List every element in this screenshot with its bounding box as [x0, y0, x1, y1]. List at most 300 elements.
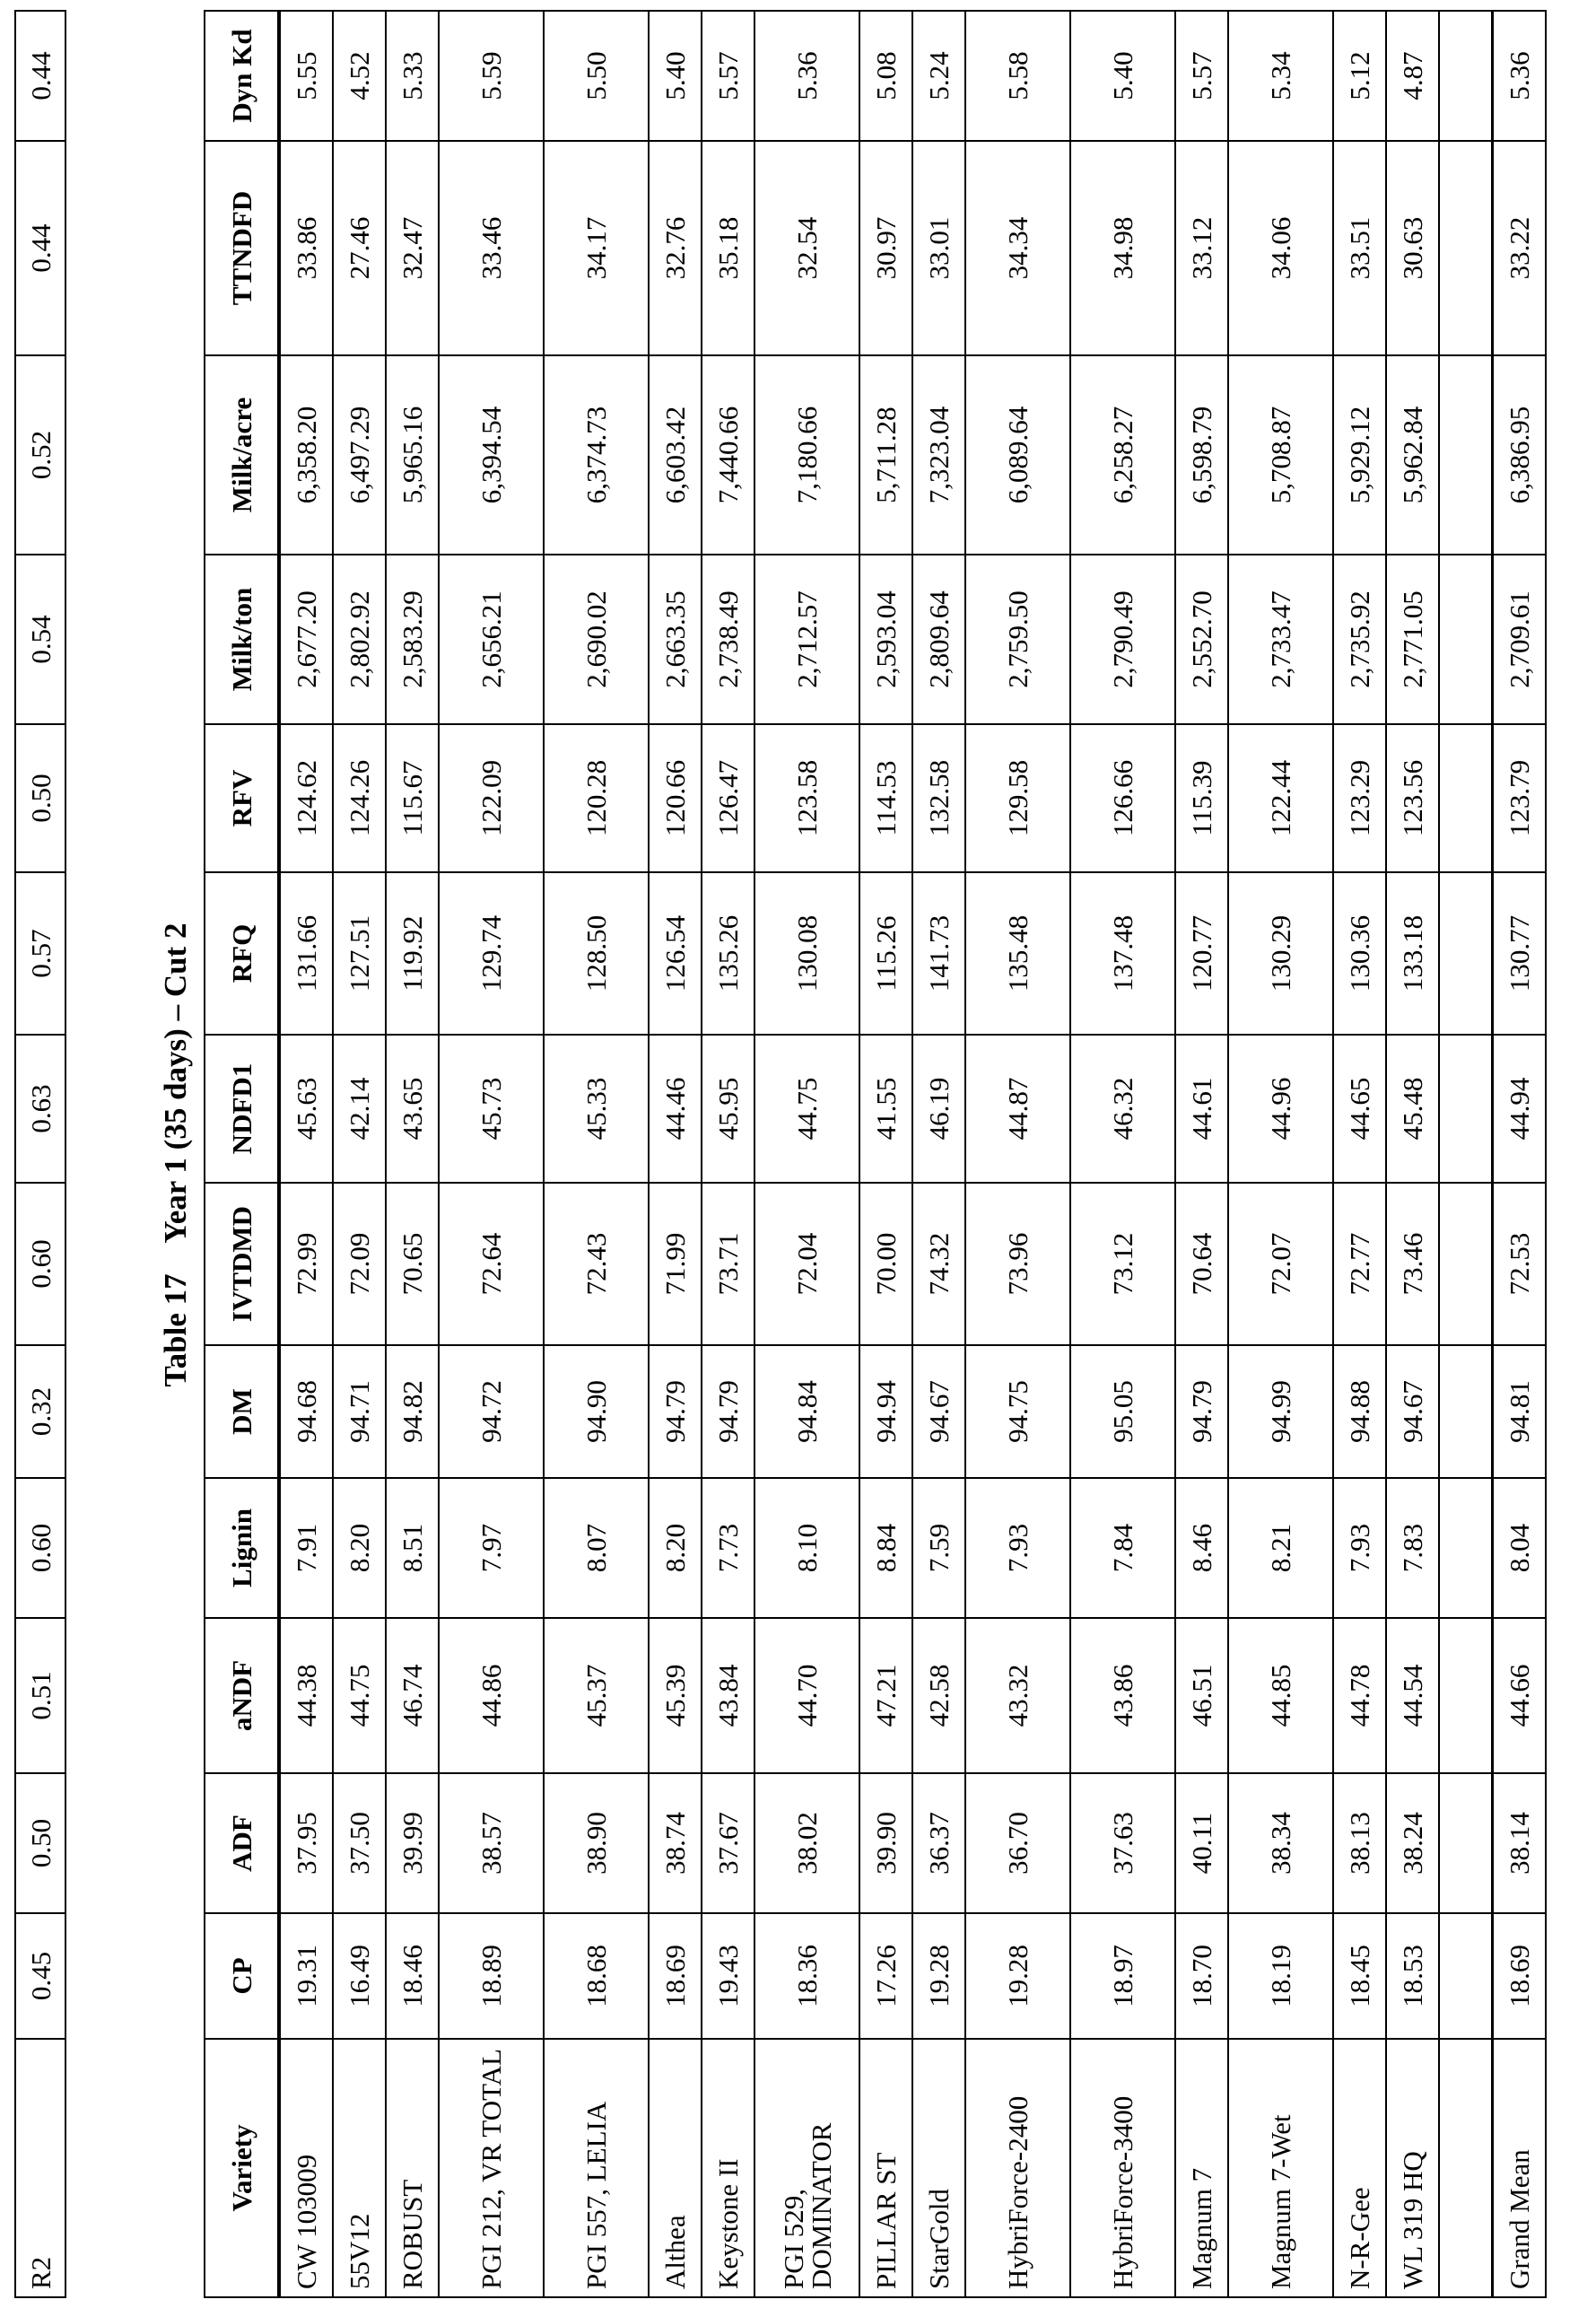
value-cell: 124.26	[333, 724, 386, 872]
value-cell: 120.66	[649, 724, 702, 872]
value-cell: 2,735.92	[1333, 555, 1386, 724]
value-cell: 5.34	[1228, 11, 1333, 141]
value-cell: 5.12	[1333, 11, 1386, 141]
column-header: NDFD1	[205, 1035, 279, 1183]
value-cell: 5,708.87	[1228, 355, 1333, 555]
value-cell: 2,663.35	[649, 555, 702, 724]
value-cell: 114.53	[859, 724, 912, 872]
value-cell: 38.57	[439, 1773, 544, 1913]
value-cell: 32.54	[754, 141, 859, 355]
value-cell: 17.26	[859, 1913, 912, 2039]
value-cell	[1439, 141, 1493, 355]
value-cell: 2,593.04	[859, 555, 912, 724]
value-cell: 94.90	[544, 1345, 649, 1478]
value-cell: 94.72	[439, 1345, 544, 1478]
value-cell: 45.73	[439, 1035, 544, 1183]
variety-cell: PGI 557, LELIA	[544, 2039, 649, 2297]
value-cell: 130.29	[1228, 872, 1333, 1035]
value-cell: 2,802.92	[333, 555, 386, 724]
column-header: Milk/acre	[205, 355, 279, 555]
value-cell: 38.74	[649, 1773, 702, 1913]
table-row	[279, 11, 333, 2297]
table-row	[859, 11, 912, 2297]
value-cell: 43.65	[386, 1035, 439, 1183]
column-header: Lignin	[205, 1478, 279, 1618]
value-cell: 7.83	[1386, 1478, 1439, 1618]
r2-value: 0.50	[15, 724, 65, 872]
value-cell: 8.07	[544, 1478, 649, 1618]
value-cell: 42.58	[912, 1618, 965, 1773]
value-cell: 73.46	[1386, 1183, 1439, 1345]
value-cell: 44.66	[1493, 1618, 1547, 1773]
variety-cell: Grand Mean	[1493, 2039, 1547, 2297]
header-row	[205, 11, 279, 2297]
value-cell: 43.86	[1070, 1618, 1175, 1773]
value-cell: 94.71	[333, 1345, 386, 1478]
value-cell: 45.48	[1386, 1035, 1439, 1183]
value-cell: 7.93	[965, 1478, 1070, 1618]
value-cell: 72.07	[1228, 1183, 1333, 1345]
value-cell: 43.32	[965, 1618, 1070, 1773]
value-cell: 8.51	[386, 1478, 439, 1618]
value-cell	[1439, 11, 1493, 141]
value-cell: 34.17	[544, 141, 649, 355]
value-cell: 72.09	[333, 1183, 386, 1345]
value-cell: 4.52	[333, 11, 386, 141]
value-cell: 19.43	[702, 1913, 754, 2039]
value-cell: 6,258.27	[1070, 355, 1175, 555]
value-cell: 6,603.42	[649, 355, 702, 555]
value-cell: 8.20	[649, 1478, 702, 1618]
value-cell: 130.77	[1493, 872, 1547, 1035]
value-cell: 5.33	[386, 11, 439, 141]
variety-cell: ROBUST	[386, 2039, 439, 2297]
value-cell: 7,440.66	[702, 355, 754, 555]
value-cell: 70.64	[1175, 1183, 1228, 1345]
value-cell: 2,809.64	[912, 555, 965, 724]
value-cell: 126.66	[1070, 724, 1175, 872]
column-header: RFQ	[205, 872, 279, 1035]
value-cell: 44.75	[333, 1618, 386, 1773]
value-cell: 8.10	[754, 1478, 859, 1618]
value-cell: 115.67	[386, 724, 439, 872]
value-cell: 2,738.49	[702, 555, 754, 724]
column-header: Milk/ton	[205, 555, 279, 724]
value-cell	[1439, 1618, 1493, 1773]
value-cell: 46.51	[1175, 1618, 1228, 1773]
table-title: Table 17 Year 1 (35 days) – Cut 2	[158, 0, 194, 2317]
value-cell: 32.76	[649, 141, 702, 355]
r2-value: 0.63	[15, 1035, 65, 1183]
value-cell: 47.21	[859, 1618, 912, 1773]
value-cell: 123.58	[754, 724, 859, 872]
value-cell: 7.93	[1333, 1478, 1386, 1618]
variety-cell: HybriForce-3400	[1070, 2039, 1175, 2297]
table-row	[912, 11, 965, 2297]
value-cell: 39.90	[859, 1773, 912, 1913]
value-cell: 7.84	[1070, 1478, 1175, 1618]
column-header: DM	[205, 1345, 279, 1478]
value-cell: 18.69	[1493, 1913, 1547, 2039]
value-cell: 5.57	[1175, 11, 1228, 141]
value-cell: 129.74	[439, 872, 544, 1035]
value-cell: 5,965.16	[386, 355, 439, 555]
value-cell: 7,323.04	[912, 355, 965, 555]
value-cell: 135.48	[965, 872, 1070, 1035]
value-cell: 46.19	[912, 1035, 965, 1183]
value-cell: 5,962.84	[1386, 355, 1439, 555]
value-cell: 5.50	[544, 11, 649, 141]
table-row	[965, 11, 1070, 2297]
value-cell: 44.38	[279, 1618, 333, 1773]
value-cell: 45.37	[544, 1618, 649, 1773]
table-row	[333, 11, 386, 2297]
value-cell: 6,089.64	[965, 355, 1070, 555]
value-cell	[1439, 1183, 1493, 1345]
value-cell: 7.73	[702, 1478, 754, 1618]
table-row	[386, 11, 439, 2297]
value-cell: 18.53	[1386, 1913, 1439, 2039]
value-cell: 124.62	[279, 724, 333, 872]
value-cell: 120.28	[544, 724, 649, 872]
variety-cell: PGI 212, VR TOTAL	[439, 2039, 544, 2297]
value-cell: 5,711.28	[859, 355, 912, 555]
value-cell: 41.55	[859, 1035, 912, 1183]
value-cell: 131.66	[279, 872, 333, 1035]
value-cell: 6,358.20	[279, 355, 333, 555]
data-table	[204, 10, 1547, 2298]
value-cell: 44.94	[1493, 1035, 1547, 1183]
value-cell: 38.02	[754, 1773, 859, 1913]
value-cell: 2,771.05	[1386, 555, 1439, 724]
value-cell: 37.50	[333, 1773, 386, 1913]
value-cell: 33.22	[1493, 141, 1547, 355]
value-cell: 44.61	[1175, 1035, 1228, 1183]
value-cell: 70.65	[386, 1183, 439, 1345]
value-cell: 37.95	[279, 1773, 333, 1913]
value-cell: 5.58	[965, 11, 1070, 141]
variety-cell: Keystone II	[702, 2039, 754, 2297]
value-cell: 5.36	[754, 11, 859, 141]
table-row	[754, 11, 859, 2297]
value-cell: 94.79	[702, 1345, 754, 1478]
value-cell: 72.77	[1333, 1183, 1386, 1345]
value-cell: 5.24	[912, 11, 965, 141]
value-cell: 32.47	[386, 141, 439, 355]
value-cell: 36.70	[965, 1773, 1070, 1913]
value-cell: 44.96	[1228, 1035, 1333, 1183]
value-cell: 38.90	[544, 1773, 649, 1913]
value-cell	[1439, 1913, 1493, 2039]
rotated-page	[0, 0, 1596, 2317]
value-cell: 122.09	[439, 724, 544, 872]
variety-cell: N-R-Gee	[1333, 2039, 1386, 2297]
r2-value: 0.54	[15, 555, 65, 724]
value-cell: 119.92	[386, 872, 439, 1035]
value-cell: 94.79	[649, 1345, 702, 1478]
variety-cell	[1439, 2039, 1493, 2297]
value-cell: 18.45	[1333, 1913, 1386, 2039]
value-cell: 18.46	[386, 1913, 439, 2039]
r2-value: 0.50	[15, 1773, 65, 1913]
value-cell: 115.26	[859, 872, 912, 1035]
variety-cell: WL 319 HQ	[1386, 2039, 1439, 2297]
column-header: aNDF	[205, 1618, 279, 1773]
value-cell: 94.88	[1333, 1345, 1386, 1478]
value-cell: 33.86	[279, 141, 333, 355]
r2-value: 0.57	[15, 872, 65, 1035]
table-row	[1228, 11, 1333, 2297]
variety-cell: HybriForce-2400	[965, 2039, 1070, 2297]
value-cell	[1439, 724, 1493, 872]
value-cell: 130.08	[754, 872, 859, 1035]
column-header: RFV	[205, 724, 279, 872]
value-cell: 6,394.54	[439, 355, 544, 555]
value-cell: 94.82	[386, 1345, 439, 1478]
value-cell	[1439, 1035, 1493, 1183]
table-row	[1175, 11, 1228, 2297]
value-cell: 18.68	[544, 1913, 649, 2039]
value-cell	[1439, 555, 1493, 724]
value-cell: 5.08	[859, 11, 912, 141]
value-cell: 18.70	[1175, 1913, 1228, 2039]
value-cell: 45.39	[649, 1618, 702, 1773]
value-cell: 44.65	[1333, 1035, 1386, 1183]
value-cell: 73.71	[702, 1183, 754, 1345]
table-row	[439, 11, 544, 2297]
value-cell: 19.31	[279, 1913, 333, 2039]
value-cell: 46.32	[1070, 1035, 1175, 1183]
value-cell: 123.56	[1386, 724, 1439, 872]
variety-cell: Magnum 7-Wet	[1228, 2039, 1333, 2297]
table-row	[649, 11, 702, 2297]
variety-cell: PILLAR ST	[859, 2039, 912, 2297]
value-cell	[1439, 1345, 1493, 1478]
value-cell: 30.97	[859, 141, 912, 355]
value-cell: 35.18	[702, 141, 754, 355]
value-cell	[1439, 355, 1493, 555]
variety-cell: Althea	[649, 2039, 702, 2297]
value-cell: 33.46	[439, 141, 544, 355]
value-cell: 18.97	[1070, 1913, 1175, 2039]
value-cell: 122.44	[1228, 724, 1333, 872]
value-cell: 2,712.57	[754, 555, 859, 724]
value-cell: 8.46	[1175, 1478, 1228, 1618]
value-cell: 133.18	[1386, 872, 1439, 1035]
value-cell: 19.28	[965, 1913, 1070, 2039]
value-cell: 2,656.21	[439, 555, 544, 724]
value-cell: 70.00	[859, 1183, 912, 1345]
value-cell: 120.77	[1175, 872, 1228, 1035]
r2-value: 0.60	[15, 1478, 65, 1618]
value-cell: 16.49	[333, 1913, 386, 2039]
r2-table	[14, 10, 66, 2298]
value-cell: 34.06	[1228, 141, 1333, 355]
value-cell: 8.20	[333, 1478, 386, 1618]
value-cell: 72.64	[439, 1183, 544, 1345]
value-cell: 8.84	[859, 1478, 912, 1618]
value-cell: 2,690.02	[544, 555, 649, 724]
r2-value: 0.60	[15, 1183, 65, 1345]
value-cell: 2,552.70	[1175, 555, 1228, 724]
table-row	[702, 11, 754, 2297]
value-cell: 34.34	[965, 141, 1070, 355]
value-cell: 45.33	[544, 1035, 649, 1183]
value-cell: 137.48	[1070, 872, 1175, 1035]
column-header: Variety	[205, 2039, 279, 2297]
value-cell: 128.50	[544, 872, 649, 1035]
variety-cell: 55V12	[333, 2039, 386, 2297]
value-cell: 94.67	[1386, 1345, 1439, 1478]
value-cell: 38.24	[1386, 1773, 1439, 1913]
value-cell: 132.58	[912, 724, 965, 872]
value-cell: 127.51	[333, 872, 386, 1035]
value-cell: 5.40	[649, 11, 702, 141]
value-cell: 126.54	[649, 872, 702, 1035]
value-cell: 44.86	[439, 1618, 544, 1773]
variety-cell: StarGold	[912, 2039, 965, 2297]
value-cell: 44.87	[965, 1035, 1070, 1183]
value-cell: 39.99	[386, 1773, 439, 1913]
value-cell: 18.19	[1228, 1913, 1333, 2039]
variety-cell: PGI 529, DOMINATOR	[754, 2039, 859, 2297]
value-cell: 5,929.12	[1333, 355, 1386, 555]
value-cell: 43.84	[702, 1618, 754, 1773]
value-cell: 45.95	[702, 1035, 754, 1183]
column-header: Dyn Kd	[205, 11, 279, 141]
column-header: IVTDMD	[205, 1183, 279, 1345]
r2-value: 0.32	[15, 1345, 65, 1478]
value-cell: 8.04	[1493, 1478, 1547, 1618]
value-cell: 2,709.61	[1493, 555, 1547, 724]
value-cell: 33.12	[1175, 141, 1228, 355]
value-cell: 37.63	[1070, 1773, 1175, 1913]
value-cell: 38.14	[1493, 1773, 1547, 1913]
value-cell: 30.63	[1386, 141, 1439, 355]
table-row	[1439, 11, 1493, 2297]
value-cell: 2,583.29	[386, 555, 439, 724]
value-cell: 73.12	[1070, 1183, 1175, 1345]
value-cell: 44.70	[754, 1618, 859, 1773]
variety-cell: CW 103009	[279, 2039, 333, 2297]
value-cell: 5.55	[279, 11, 333, 141]
value-cell: 40.11	[1175, 1773, 1228, 1913]
value-cell: 44.46	[649, 1035, 702, 1183]
value-cell: 6,497.29	[333, 355, 386, 555]
r2-row	[15, 11, 65, 2297]
value-cell: 18.36	[754, 1913, 859, 2039]
value-cell: 18.69	[649, 1913, 702, 2039]
value-cell: 7.97	[439, 1478, 544, 1618]
value-cell: 38.34	[1228, 1773, 1333, 1913]
value-cell: 6,386.95	[1493, 355, 1547, 555]
value-cell: 94.79	[1175, 1345, 1228, 1478]
value-cell: 42.14	[333, 1035, 386, 1183]
value-cell: 18.89	[439, 1913, 544, 2039]
value-cell: 94.75	[965, 1345, 1070, 1478]
value-cell: 130.36	[1333, 872, 1386, 1035]
value-cell: 45.63	[279, 1035, 333, 1183]
value-cell: 4.87	[1386, 11, 1439, 141]
value-cell: 2,677.20	[279, 555, 333, 724]
value-cell: 115.39	[1175, 724, 1228, 872]
value-cell: 94.84	[754, 1345, 859, 1478]
table-row	[1386, 11, 1439, 2297]
r2-value: 0.44	[15, 141, 65, 355]
value-cell	[1439, 872, 1493, 1035]
value-cell: 141.73	[912, 872, 965, 1035]
value-cell: 72.53	[1493, 1183, 1547, 1345]
table-row	[544, 11, 649, 2297]
value-cell: 94.99	[1228, 1345, 1333, 1478]
value-cell: 94.67	[912, 1345, 965, 1478]
value-cell: 6,598.79	[1175, 355, 1228, 555]
value-cell: 5.57	[702, 11, 754, 141]
value-cell: 8.21	[1228, 1478, 1333, 1618]
value-cell: 7.91	[279, 1478, 333, 1618]
column-header: CP	[205, 1913, 279, 2039]
value-cell: 94.94	[859, 1345, 912, 1478]
value-cell: 34.98	[1070, 141, 1175, 355]
value-cell: 44.85	[1228, 1618, 1333, 1773]
value-cell: 95.05	[1070, 1345, 1175, 1478]
value-cell	[1439, 1478, 1493, 1618]
r2-value: 0.51	[15, 1618, 65, 1773]
value-cell: 2,790.49	[1070, 555, 1175, 724]
value-cell: 74.32	[912, 1183, 965, 1345]
table-row	[1070, 11, 1175, 2297]
value-cell: 2,759.50	[965, 555, 1070, 724]
value-cell: 38.13	[1333, 1773, 1386, 1913]
value-cell: 94.68	[279, 1345, 333, 1478]
value-cell	[1439, 1773, 1493, 1913]
value-cell: 27.46	[333, 141, 386, 355]
variety-cell: Magnum 7	[1175, 2039, 1228, 2297]
value-cell: 123.29	[1333, 724, 1386, 872]
value-cell: 5.36	[1493, 11, 1547, 141]
r2-value: 0.44	[15, 11, 65, 141]
value-cell: 123.79	[1493, 724, 1547, 872]
column-header: ADF	[205, 1773, 279, 1913]
value-cell: 71.99	[649, 1183, 702, 1345]
column-header: TTNDFD	[205, 141, 279, 355]
value-cell: 2,733.47	[1228, 555, 1333, 724]
value-cell: 33.01	[912, 141, 965, 355]
r2-value: 0.45	[15, 1913, 65, 2039]
grand-mean-row	[1493, 11, 1547, 2297]
value-cell: 72.43	[544, 1183, 649, 1345]
value-cell: 72.04	[754, 1183, 859, 1345]
table-row	[1333, 11, 1386, 2297]
value-cell: 5.59	[439, 11, 544, 141]
value-cell: 44.75	[754, 1035, 859, 1183]
value-cell: 44.54	[1386, 1618, 1439, 1773]
value-cell: 6,374.73	[544, 355, 649, 555]
value-cell: 5.40	[1070, 11, 1175, 141]
value-cell: 72.99	[279, 1183, 333, 1345]
value-cell: 73.96	[965, 1183, 1070, 1345]
value-cell: 44.78	[1333, 1618, 1386, 1773]
value-cell: 36.37	[912, 1773, 965, 1913]
value-cell: 135.26	[702, 872, 754, 1035]
r2-label: R2	[15, 2039, 65, 2297]
value-cell: 126.47	[702, 724, 754, 872]
value-cell: 19.28	[912, 1913, 965, 2039]
value-cell: 33.51	[1333, 141, 1386, 355]
value-cell: 46.74	[386, 1618, 439, 1773]
value-cell: 94.81	[1493, 1345, 1547, 1478]
r2-value: 0.52	[15, 355, 65, 555]
